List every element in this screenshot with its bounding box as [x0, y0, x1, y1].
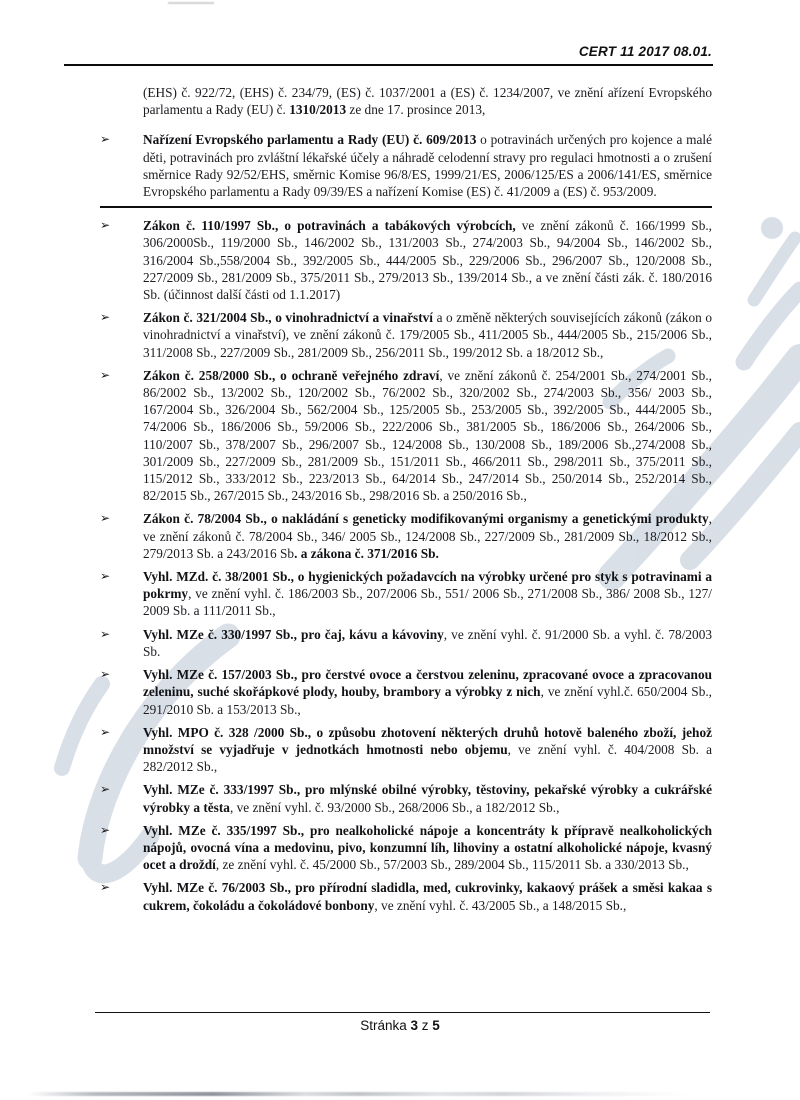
text-segment: Nařízení Evropského parlamentu a Rady (EU) č. 609/2013 [143, 132, 477, 148]
text-segment: , ve znění vyhl. č. 91/2000 Sb. a vyhl. č. 78/2003 Sb. [143, 626, 712, 659]
text-segment: Zákon č. 258/2000 Sb., o ochraně veřejného zdraví [143, 367, 440, 383]
list-item [100, 309, 712, 361]
list-item [100, 626, 712, 660]
bullet-arrow-icon: ➢ [100, 626, 111, 641]
text-segment: 1310/2013 [289, 102, 347, 118]
text-segment: z [418, 1018, 433, 1033]
text-segment: , ve znění vyhl. č. 43/2005 Sb., a 148/2015 Sb., [374, 897, 627, 913]
text-segment: o potravinách určených pro kojence a malé děti, potravinách pro zvláštní lékařské účely a náhradě celodenní stravy pro regulaci hmotnosti a o zrušení směrnice Rady 92/52/EHS, směrnic Komise 96/8/ES, 1999/21/ES, 2006/125/ES a 2006/141/ES, směrnice Evropského parlamentu a Rady 09/39/ES a nařízení Komise (ES) č. 41/2009 a (ES) č. 953/2009. [143, 132, 712, 200]
text-segment: Vyhl. MZe č. 157/2003 Sb., pro čerstvé ovoce a čerstvou zeleninu, zpracované ovoce a zpracovanou zeleninu, suché skořápkové plody, houby, brambory a výrobky z nich [143, 667, 712, 700]
bullet-arrow-icon: ➢ [100, 218, 111, 233]
text-segment: Vyhl. MPO č. 328 /2000 Sb., o způsobu zhotovení některých druhů hotově baleného zboží, jehož množství se vyjadřuje v jednotkách hmotnosti nebo objemu [143, 724, 712, 757]
text-segment: 5 [432, 1018, 440, 1033]
bullet-arrow-icon: ➢ [100, 367, 111, 382]
text-segment: , ve znění zákonů č. 254/2001 Sb., 274/2001 Sb., 86/2002 Sb., 13/2002 Sb., 120/2002 Sb., 76/2002 Sb., 320/2002 Sb., 274/2003 Sb., 356/ 2003 Sb., 167/2004 Sb., 326/2004 Sb., 562/2004 Sb., 125/2005 Sb., 253/2005 Sb., 392/2005 Sb., 444/2005 Sb., 74/2006 Sb., 186/2006 Sb., 59/2006 Sb., 222/2006 Sb., 381/2005 Sb., 186/2006 Sb., 264/2006 Sb., 110/2007 Sb., 378/2007 Sb., 296/2007 Sb., 124/2008 Sb., 130/2008 Sb., 189/2006 Sb.,274/2008 Sb., 301/2009 Sb., 227/2009 Sb., 281/2009 Sb., 151/2011 Sb., 466/2011 Sb., 298/2011 Sb., 375/2011 Sb., 115/2012 Sb., 333/2012 Sb., 223/2013 Sb., 64/2014 Sb., 247/2014 Sb., 250/2014 Sb., 252/2014 Sb., 82/2015 Sb., 267/2015 Sb., 243/2016 Sb., 298/2016 Sb. a 250/2016 Sb., [143, 367, 712, 504]
text-segment: 3 [410, 1018, 418, 1033]
list-item [100, 131, 712, 200]
text-segment: Zákon č. 321/2004 Sb., o vinohradnictví a vinařství [143, 310, 433, 326]
list-item [100, 510, 712, 562]
footer-rule [95, 1012, 710, 1013]
page-number [360, 1018, 440, 1033]
bullet-arrow-icon: ➢ [100, 569, 111, 584]
list-item [100, 822, 712, 874]
text-segment: , ve znění zákonů č. 78/2004 Sb., 346/ 2005 Sb., 124/2008 Sb., 227/2009 Sb., 281/2009 Sb., 18/2012 Sb., 279/2013 Sb. a 243/2016 Sb [143, 511, 712, 561]
text-segment: . a zákona č. 371/2016 Sb. [294, 545, 439, 561]
scan-artifact [28, 1092, 688, 1096]
text-segment: Vyhl. MZe č. 335/1997 Sb., pro nealkoholické nápoje a koncentráty k přípravě nealkoholických nápojů, ovocná vína a medovinu, pivo, konzumní líh, lihoviny a ostatní alkoholické nápoje, kvasný ocet a droždí [143, 822, 712, 873]
bullet-arrow-icon: ➢ [100, 822, 111, 837]
text-segment: (EHS) č. 922/72, (EHS) č. 234/79, (ES) č. 1037/2001 a (ES) č. 1234/2007, ve znění ařízení Evropského parlamentu a Rady (EU) č. [143, 85, 712, 118]
bullet-arrow-icon: ➢ [100, 310, 111, 325]
text-segment: , ve znění vyhl. č. 404/2008 Sb. a 282/2012 Sb., [143, 741, 712, 775]
bullet-arrow-icon: ➢ [100, 782, 111, 797]
bullet-arrow-icon: ➢ [100, 667, 111, 682]
list-item [100, 666, 713, 718]
text-segment: Vyhl. MZe č. 330/1997 Sb., pro čaj, kávu a kávoviny [143, 626, 444, 642]
text-segment: , ve znění vyhl.č. 650/2004 Sb., 291/2010 Sb. a 153/2013 Sb., [143, 684, 713, 717]
text-segment: , ve znění vyhl. č. 186/2003 Sb., 207/2006 Sb., 551/ 2006 Sb., 271/2008 Sb., 386/ 2008 Sb., 127/ 2009 Sb. a 111/2011 Sb., [143, 586, 712, 619]
list-item [100, 724, 712, 776]
list-item [143, 84, 712, 118]
text-segment: ze dne 17. prosince 2013, [346, 102, 486, 118]
text-segment: ve znění zákonů č. 166/1999 Sb., 306/2000Sb., 119/2000 Sb., 146/2002 Sb., 131/2003 Sb., 274/2003 Sb., 94/2004 Sb., 146/2002 Sb., 316/2004 Sb.,558/2004 Sb., 392/2005 Sb., 444/2005 Sb., 229/2006 Sb., 296/2007 Sb., 120/2008 Sb., 227/2009 Sb., 281/2009 Sb., 375/2011 Sb., 279/2013 Sb., 139/2014 Sb., a ve znění části zák. č. 180/2016 Sb. (účinnost další části od 1.1.2017) [143, 218, 712, 303]
header-rule [64, 64, 713, 66]
document-code: CERT 11 2017 08.01. [578, 44, 712, 59]
list-item [100, 879, 712, 913]
text-segment: a o změně některých souvisejících zákonů (zákon o vinohradnictví a vinařství), ve znění zákonů č. 179/2005 Sb., 411/2005 Sb., 444/2005 Sb., 215/2006 Sb., 311/2008 Sb., 227/2009 Sb., 281/2009 Sb., 256/2011 Sb., 199/2012 Sb. a 18/2012 Sb., [143, 310, 712, 360]
text-segment: Vyhl. MZe č. 76/2003 Sb., pro přírodní sladidla, med, cukrovinky, kakaový prášek a směsi kakaa s cukrem, čokoládu a čokoládové bonbony [143, 880, 712, 913]
list-item [100, 367, 712, 505]
text-segment: Zákon č. 78/2004 Sb., o nakládání s geneticky modifikovanými organismy a genetickými produkty [143, 511, 709, 527]
law-list [0, 84, 800, 920]
text-segment: Stránka [360, 1018, 411, 1033]
text-segment: Vyhl. MZd. č. 38/2001 Sb., o hygienických požadavcích na výrobky určené pro styk s potravinami a pokrmy [143, 569, 712, 602]
list-item [100, 217, 712, 303]
text-segment: , ze znění vyhl. č. 45/2000 Sb., 57/2003 Sb., 289/2004 Sb., 115/2011 Sb. a 330/2013 Sb., [215, 857, 689, 873]
scan-artifact-top [168, 2, 214, 4]
bullet-arrow-icon: ➢ [100, 132, 111, 147]
bullet-arrow-icon: ➢ [100, 511, 111, 526]
bullet-arrow-icon: ➢ [100, 880, 111, 895]
text-segment: Zákon č. 110/1997 Sb., o potravinách a tabákových výrobcích, [143, 218, 516, 234]
list-item [100, 568, 712, 620]
text-segment: Vyhl. MZe č. 333/1997 Sb., pro mlýnské obilné výrobky, těstoviny, pekařské výrobky a cukrářské výrobky a těsta [143, 782, 712, 815]
page-footer [0, 1018, 800, 1033]
bullet-arrow-icon: ➢ [100, 724, 111, 739]
section-divider [100, 206, 712, 208]
list-item [100, 781, 712, 815]
text-segment: , ve znění vyhl. č. 93/2000 Sb., 268/2006 Sb., a 182/2012 Sb., [229, 799, 560, 815]
page-header [64, 44, 712, 59]
